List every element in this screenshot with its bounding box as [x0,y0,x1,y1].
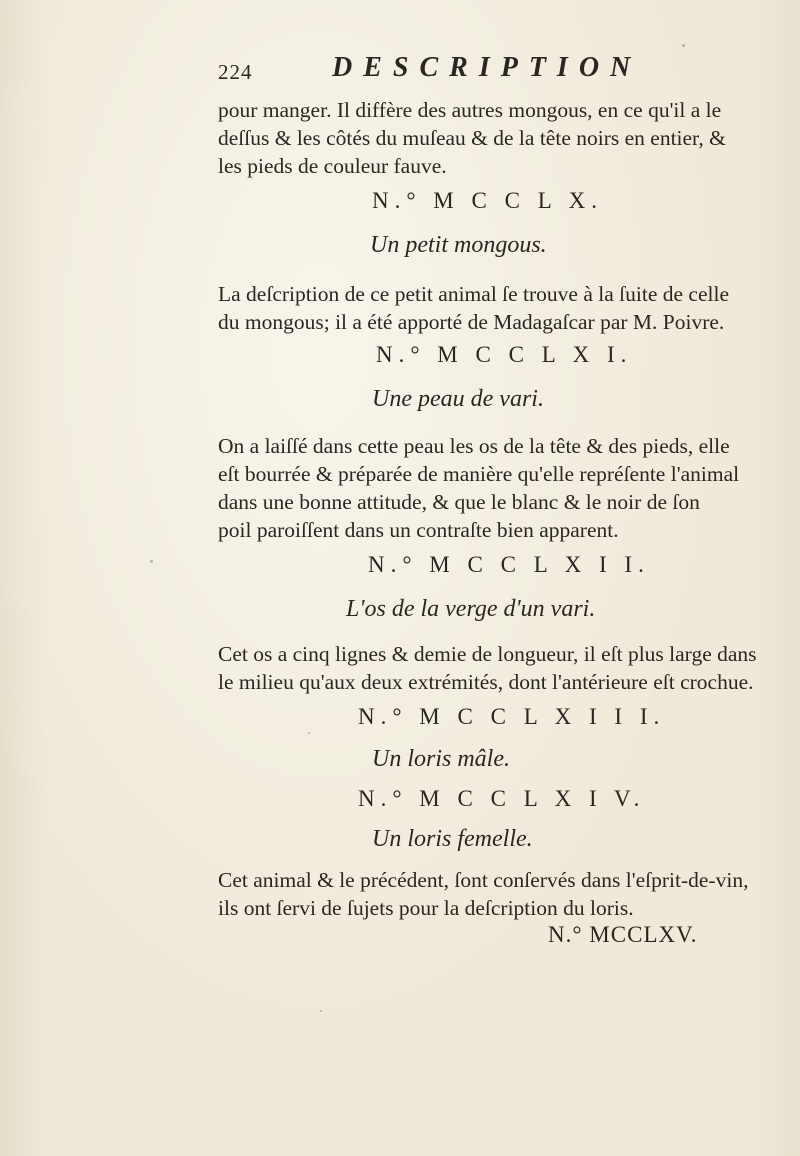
entry-title-1263: Un loris mâle. [372,746,510,772]
entry-1264-line-2: ils ont ſervi de ſujets pour la deſcription du loris. [218,896,634,920]
entry-number-1264: N.° M C C L X I V. [358,786,646,811]
paper-speck [150,560,153,563]
entry-number-1263: N.° M C C L X I I I. [358,704,666,729]
entry-title-1261: Une peau de vari. [372,386,544,412]
next-entry-catchword: N.° MCCLXV. [548,922,698,947]
intro-line-1: pour manger. Il diffère des autres mongous, en ce qu'il a le [218,98,722,122]
intro-line-3: les pieds de couleur fauve. [218,154,447,178]
paper-speck [682,44,685,47]
entry-title-1264: Un loris femelle. [372,826,533,852]
page-number: 224 [218,60,253,84]
entry-1260-line-1: La deſcription de ce petit animal ſe trouve à la ſuite de celle [218,282,729,306]
entry-1260-line-2: du mongous; il a été apporté de Madagaſcar par M. Poivre. [218,310,725,334]
paper-speck [320,1010,322,1012]
entry-title-1260: Un petit mongous. [370,232,547,258]
entry-1261-line-1: On a laiſſé dans cette peau les os de la tête & des pieds, elle [218,434,730,458]
entry-1261-line-2: eſt bourrée & préparée de manière qu'elle repréſente l'animal [218,462,740,486]
entry-number-1262: N.° M C C L X I I. [368,552,650,577]
entry-number-1261: N.° M C C L X I. [376,342,633,367]
entry-number-1260: N.° M C C L X. [372,188,603,213]
running-title: DESCRIPTION [332,52,642,83]
entry-1264-line-1: Cet animal & le précédent, ſont conſervés dans l'eſprit-de-vin, [218,868,749,892]
running-head [218,52,738,92]
entry-1262-line-1: Cet os a cinq lignes & demie de longueur, il eſt plus large dans [218,642,757,666]
paper-speck [308,732,310,734]
entry-title-1262: L'os de la verge d'un vari. [346,596,596,622]
entry-1262-line-2: le milieu qu'aux deux extrémités, dont l'antérieure eſt crochue. [218,670,754,694]
entry-1261-line-3: dans une bonne attitude, & que le blanc & le noir de ſon [218,490,700,514]
intro-line-2: deſſus & les côtés du muſeau & de la tête noirs en entier, & [218,126,726,150]
entry-1261-line-4: poil paroiſſent dans un contraſte bien apparent. [218,518,619,542]
